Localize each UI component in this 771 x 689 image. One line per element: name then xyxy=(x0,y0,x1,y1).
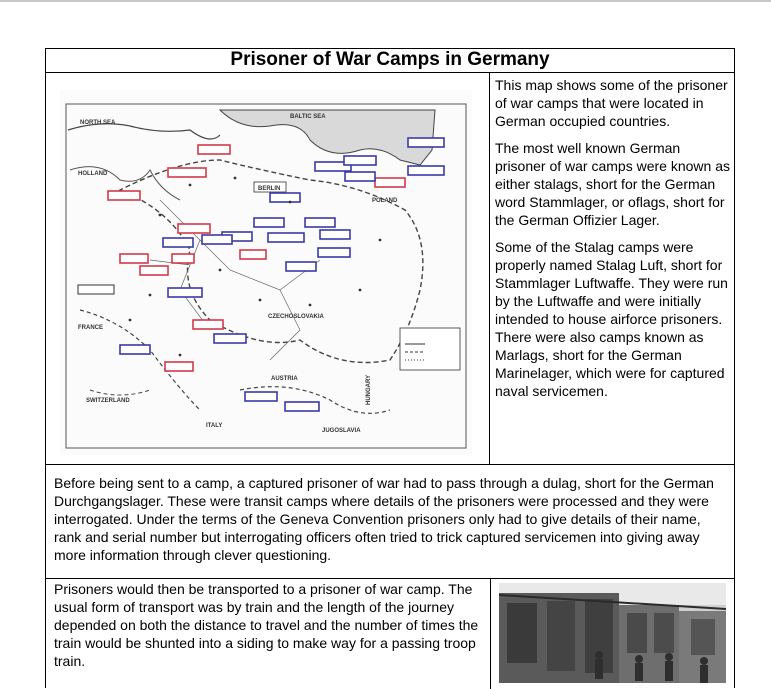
camp-marker-blue xyxy=(305,218,335,227)
camp-marker-blue xyxy=(268,233,304,242)
camp-marker-blue xyxy=(344,156,376,165)
camp-marker-blue xyxy=(245,392,277,401)
map-label-austria: AUSTRIA xyxy=(271,376,298,382)
camp-marker-blue xyxy=(120,345,150,354)
map-label-baltic-sea: BALTIC SEA xyxy=(290,114,326,120)
camp-marker-red xyxy=(120,254,148,263)
map-label-holland: HOLLAND xyxy=(78,171,108,177)
pow-camps-map xyxy=(60,90,472,455)
camp-marker-blue xyxy=(202,235,232,244)
camp-marker-blue xyxy=(270,193,300,202)
map-label-czechoslovakia: CZECHOSLOVAKIA xyxy=(268,314,324,320)
camp-marker-red xyxy=(178,224,210,233)
camp-marker-blue xyxy=(286,262,316,271)
camp-marker-red xyxy=(108,191,140,200)
camp-marker-red xyxy=(168,168,206,177)
map-label-north-sea: NORTH SEA xyxy=(80,120,116,126)
camp-marker-black xyxy=(78,285,114,294)
camp-marker-blue xyxy=(285,402,319,411)
map-label-france: FRANCE xyxy=(78,325,103,331)
top-rule xyxy=(0,0,771,2)
intro-paragraph: This map shows some of the prisoner of war camps that were located in German occupied countries. xyxy=(495,77,728,129)
camp-marker-red xyxy=(240,250,266,259)
map-label-italy: ITALY xyxy=(206,423,223,429)
map-label-poland: POLAND xyxy=(372,198,398,204)
camp-marker-blue xyxy=(254,218,284,227)
camp-marker-blue xyxy=(345,172,375,181)
camp-marker-red xyxy=(140,266,168,275)
dulag-paragraph: Before being sent to a camp, a captured prisoner of war had to pass through a dulag, short for the German Durchgangslager. These were transit camps where details of the prisoners were processed and they were interrogated. Under the terms of the Geneva Convention prisoners only had to give details of their name, rank and serial number but interrogating officers often tried to trick captured servicemen into giving away more information through clever questioning. xyxy=(54,475,714,563)
camp-marker-blue xyxy=(408,166,444,175)
camp-marker-red xyxy=(375,178,405,187)
transport-paragraph: Prisoners would then be transported to a prisoner of war camp. The usual form of transport was by train and the length of the journey depended on both the distance to travel and the number of times the train would be shunted into a siding to make way for a passing troop train. xyxy=(54,581,479,669)
column-divider xyxy=(490,579,491,689)
intro-text xyxy=(495,76,733,409)
camp-marker-red xyxy=(172,254,194,263)
map-label-hungary: HUNGARY xyxy=(366,374,372,405)
dulag-section xyxy=(45,464,735,579)
camp-marker-blue xyxy=(163,238,193,247)
map-label-switzerland: SWITZERLAND xyxy=(86,398,130,404)
camp-marker-red xyxy=(193,320,223,329)
prisoner-train-photo xyxy=(499,583,726,683)
camp-marker-red xyxy=(165,362,193,371)
camp-marker-blue xyxy=(168,288,202,297)
page-title: Prisoner of War Camps in Germany xyxy=(45,48,735,73)
camp-marker-blue xyxy=(408,138,444,147)
camp-marker-blue xyxy=(214,334,246,343)
camp-marker-blue xyxy=(318,248,350,257)
map-cell xyxy=(45,73,490,464)
camp-marker-blue xyxy=(320,230,350,239)
intro-paragraph: The most well known German prisoner of war camps were known as either stalags, short for the German word Stammlager, or oflags, short for the German Offizier Lager. xyxy=(495,140,730,228)
map-label-yugoslavia: JUGOSLAVIA xyxy=(322,428,361,434)
map-label-berlin: BERLIN xyxy=(258,186,281,192)
intro-paragraph: Some of the Stalag camps were properly named Stalag Luft, short for Stammlager Luftwaffe. They were run by the Luftwaffe and were initially intended to house airforce prisoners. There were also camps known as Marlags, short for the German Marinelager, which were for captured naval servicemen. xyxy=(495,239,728,399)
camp-marker-red xyxy=(198,145,230,154)
